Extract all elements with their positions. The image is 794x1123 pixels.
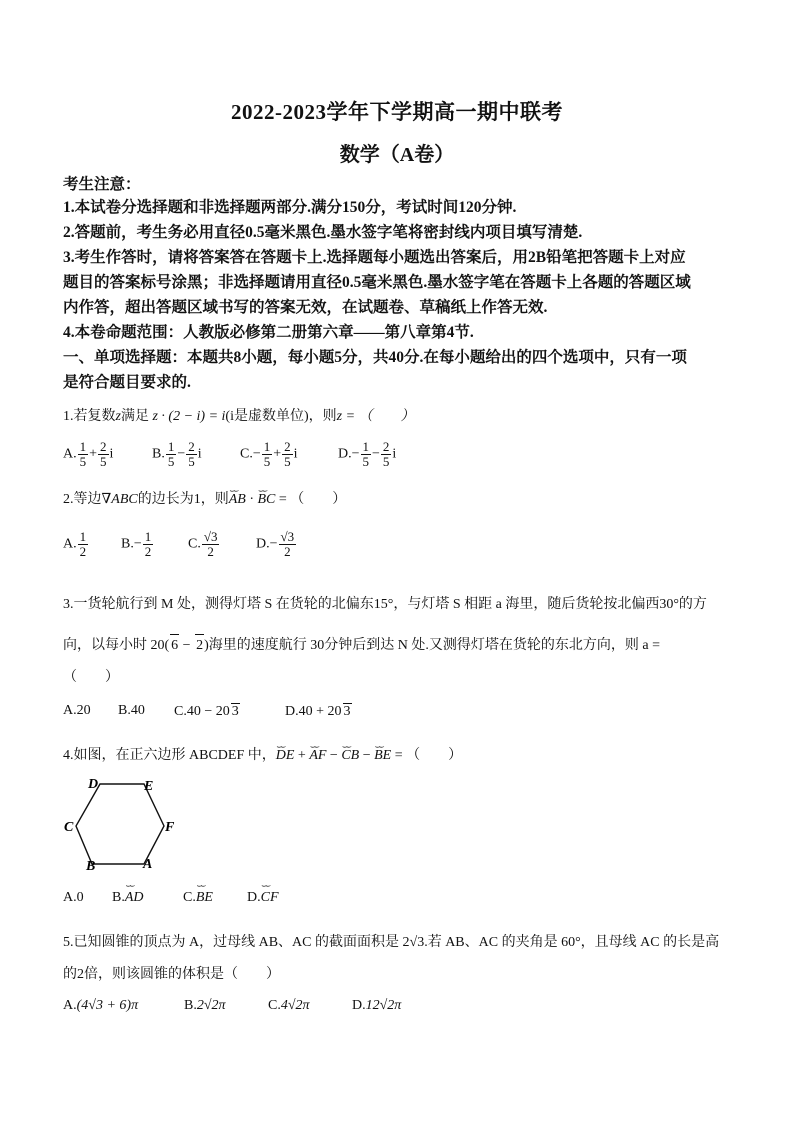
question-2-option-d[interactable]: D.− $\frac{√3}{2}$ [256, 529, 295, 559]
question-1-option-c[interactable]: C.− $\frac{1}{5}$ + $\frac{2}{5}$ i [240, 439, 298, 469]
question-5-option-c[interactable]: C.4√2π [268, 998, 310, 1013]
question-1-stem: 1.若复数z满足 z · (2 − i) = i(i是虚数单位)，则z = （ ） [63, 409, 415, 424]
question-4-stem: 4.如图，在正六边形 ABCDEF 中，⌣⌣ DE + ⌣⌣ AF − ⌣⌣ CB − ⌣⌣ BE = （ ） [63, 745, 733, 767]
question-2-stem: 2.等边∇ABC的边长为1，则⌣⌣ AB · ⌣⌣ BC = （ ） [63, 489, 733, 511]
question-3-line-1: 3.一货轮航行到 M 处，测得灯塔 S 在货轮的北偏东15°，与灯塔 S 相距 a 海里，随后货轮按北偏西30°的方 [63, 597, 707, 612]
question-5-option-d[interactable]: D.12√2π [352, 998, 402, 1013]
question-3-line-2: 向，以每小时 20( 6 − 2)海里的速度航行 30分钟后到达 N 处.又测得灯塔在货轮的东北方向，则 a = [63, 634, 733, 657]
hexagon-shape [76, 784, 164, 864]
hex-label-a: A [143, 857, 153, 870]
exam-title: 2022-2023学年下学期高一期中联考 [231, 100, 563, 124]
question-3-line-3: （ ） [63, 670, 119, 685]
question-1-option-a[interactable]: A. $\frac{1}{5}$ + $\frac{2}{5}$ i [63, 439, 114, 469]
question-5-option-b[interactable]: B.2√2π [184, 998, 226, 1013]
hex-label-d: D [88, 778, 99, 792]
exam-subtitle: 数学（A卷） [339, 144, 455, 166]
notice-line-1: 1.本试卷分选择题和非选择题两部分.满分150分，考试时间120分钟. [63, 199, 517, 216]
question-3-option-b[interactable]: B.40 [118, 703, 145, 718]
notice-line-3: 3.考生作答时，请将答案答在答题卡上.选择题每小题选出答案后，用2B铅笔把答题卡上对应 [63, 249, 686, 266]
question-5-line-1: 5.已知圆锥的顶点为 A，过母线 AB、AC 的截面面积是 2√3.若 AB、AC 的夹角是 60°，且母线 AC 的长是高 [63, 935, 720, 950]
question-3-option-d[interactable]: D.40 + 20 3 [285, 704, 351, 719]
notice-heading: 考生注意： [63, 176, 141, 193]
hex-label-f: F [165, 820, 175, 835]
question-2-option-b[interactable]: B.− $\frac{1}{2}$ [121, 529, 152, 559]
question-2-option-a[interactable]: A. $\frac{1}{2}$ [63, 529, 87, 559]
question-4-option-d[interactable]: D.⌣⌣ CF [247, 890, 279, 906]
hexagon-diagram [58, 778, 188, 870]
question-3-option-c[interactable]: C.40 − 20 3 [174, 704, 239, 719]
question-3-option-a[interactable]: A.20 [63, 703, 91, 718]
hex-label-e: E [144, 779, 154, 794]
hexagon-figure [58, 778, 188, 875]
notice-line-4: 题目的答案标号涂黑；非选择题请用直径0.5毫米黑色.墨水签字笔在答题卡上各题的答题区域 [63, 274, 691, 291]
question-1-option-d[interactable]: D.− $\frac{1}{5}$ − $\frac{2}{5}$ i [338, 439, 397, 469]
hex-label-b: B [86, 859, 96, 870]
notice-line-6: 4.本卷命题范围：人教版必修第二册第六章——第八章第4节. [63, 324, 474, 341]
question-4-option-c[interactable]: C.⌣⌣ BE [183, 890, 213, 906]
hex-label-c: C [64, 820, 74, 835]
section-heading-line-1: 一、单项选择题：本题共8小题，每小题5分，共40分.在每小题给出的四个选项中，只有一项 [63, 349, 687, 366]
section-heading-line-2: 是符合题目要求的. [63, 374, 191, 391]
notice-line-2: 2.答题前，考生务必用直径0.5毫米黑色.墨水签字笔将密封线内项目填写清楚. [63, 224, 583, 241]
question-5-line-2: 的2倍，则该圆锥的体积是（ ） [63, 967, 280, 982]
question-4-option-b[interactable]: B.⌣⌣ AD [112, 890, 144, 906]
question-1-option-b[interactable]: B. $\frac{1}{5}$ − $\frac{2}{5}$ i [152, 439, 202, 469]
question-5-option-a[interactable]: A.(4√3 + 6)π [63, 998, 139, 1013]
notice-line-5: 内作答，超出答题区域书写的答案无效，在试题卷、草稿纸上作答无效. [63, 299, 548, 316]
question-2-option-c[interactable]: C. $\frac{√3}{2}$ [188, 529, 218, 559]
question-4-option-a[interactable]: A.0 [63, 890, 84, 905]
